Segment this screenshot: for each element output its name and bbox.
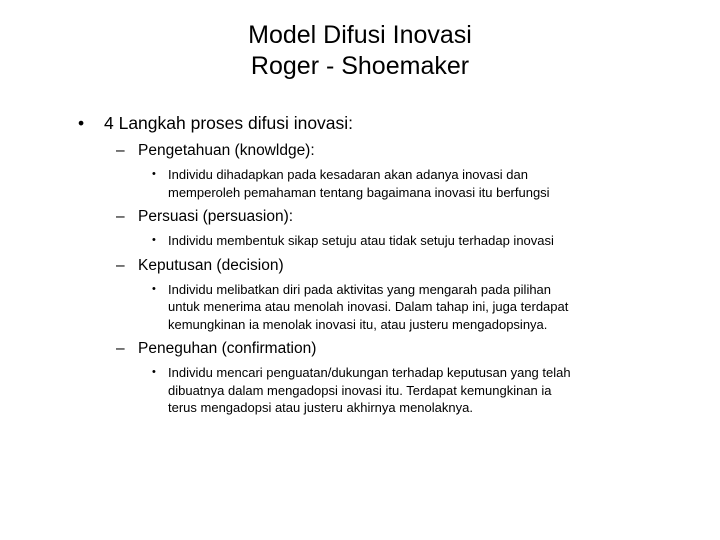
slide-content — [78, 112, 688, 423]
slide-title — [0, 20, 720, 82]
main-point — [78, 112, 688, 134]
step-heading-text: Pengetahuan (knowldge): — [138, 142, 315, 159]
detail-line: Individu mencari penguatan/dukungan terhadap keputusan yang telah — [168, 365, 571, 380]
step-heading-peneguhan — [116, 339, 688, 359]
step-heading-text: Peneguhan (confirmation) — [138, 340, 317, 357]
step-dash: – — [116, 142, 125, 159]
step-detail-pengetahuan — [152, 166, 688, 201]
step-detail-peneguhan — [152, 364, 688, 417]
detail-line: terus mengadopsi atau justeru akhirnya menolaknya. — [168, 400, 473, 415]
detail-bullet: • — [152, 234, 156, 246]
detail-line: Individu membentuk sikap setuju atau tidak setuju terhadap inovasi — [168, 233, 554, 248]
detail-line: Individu melibatkan diri pada aktivitas yang mengarah pada pilihan — [168, 281, 552, 297]
title-line-1: Model Difusi Inovasi — [248, 21, 472, 49]
title-line-2: Roger - Shoemaker — [250, 52, 470, 80]
step-heading-text: Keputusan (decision) — [138, 256, 284, 274]
step-heading-pengetahuan — [116, 141, 688, 161]
detail-line: Individu dihadapkan pada kesadaran akan adanya inovasi dan — [168, 167, 528, 182]
detail-line: untuk menerima atau menolah inovasi. Dalam tahap ini, juga terdapat — [168, 299, 569, 314]
step-detail-persuasi — [152, 232, 688, 250]
main-bullet: • — [78, 113, 85, 133]
step-heading-persuasi — [116, 207, 688, 227]
detail-bullet: • — [152, 168, 156, 180]
detail-line: kemungkinan ia menolak inovasi itu, atau justeru mengadopsinya. — [168, 316, 548, 332]
step-dash: – — [116, 208, 125, 225]
step-heading-text: Persuasi (persuasion): — [138, 208, 294, 225]
detail-line: memperoleh pemahaman tentang bagaimana inovasi itu berfungsi — [168, 184, 550, 200]
main-point-text: 4 Langkah proses difusi inovasi: — [104, 113, 354, 133]
detail-bullet: • — [152, 282, 156, 295]
step-dash: – — [116, 256, 125, 274]
step-detail-keputusan — [152, 281, 688, 334]
step-heading-keputusan — [116, 256, 688, 276]
step-dash: – — [116, 340, 125, 357]
detail-line: dibuatnya dalam mengadopsi inovasi itu. Terdapat kemungkinan ia — [168, 382, 552, 398]
detail-bullet: • — [152, 366, 156, 378]
